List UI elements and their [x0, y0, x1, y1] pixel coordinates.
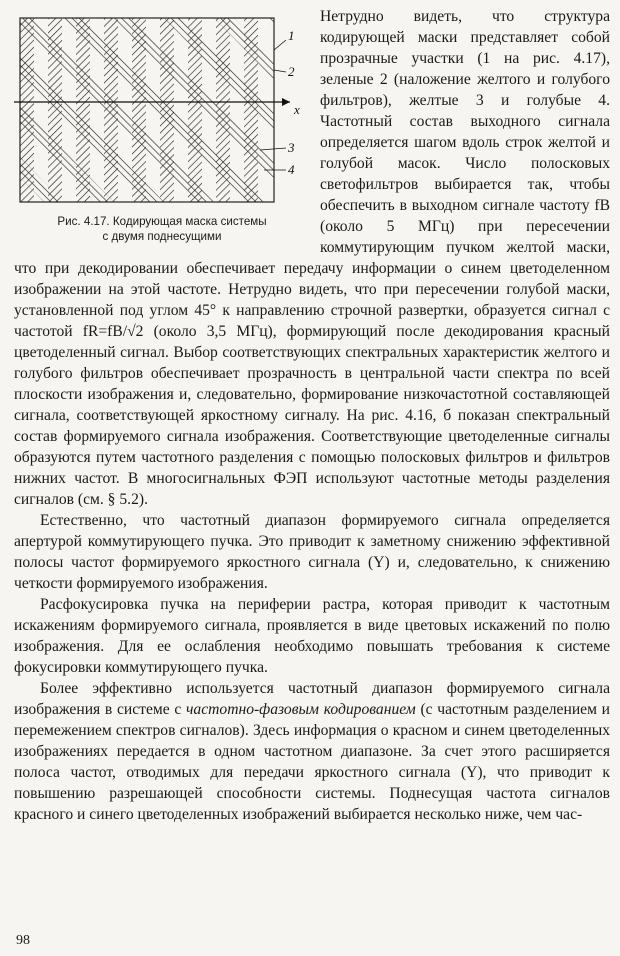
- paragraph-4: [14, 678, 610, 825]
- label-4: 4: [288, 162, 295, 177]
- label-x: x: [294, 102, 300, 117]
- coding-mask-diagram: [14, 10, 310, 210]
- label-3: 3: [288, 140, 295, 155]
- page-number: 98: [16, 933, 30, 948]
- page-content: [14, 6, 610, 825]
- paragraph-2: Естественно, что частотный диапазон формируемого сигнала определяется апертурой коммутирующего пучка. Это приводит к заметному снижению эффективной полосы частот формируемого яркостного сигнала (Y) и, следовательно, к снижению четкости формируемого изображения.: [14, 512, 610, 592]
- caption-line-2: с двумя поднесущими: [102, 230, 222, 243]
- label-2: 2: [288, 64, 295, 79]
- caption-line-1: Рис. 4.17. Кодирующая маска системы: [57, 215, 267, 228]
- paragraph-1: Нетрудно видеть, что структура кодирующей маски представляет собой прозрачные участки (1 на рис. 4.17), зеленые 2 (наложение желтого и голубого фильтров), желтые 3 и голубые 4. Частотный состав выходного сигнала определяется шагом вдоль строк желтой и голубой масок. Число полосковых светофильтров выбирается так, чтобы обеспечить в выходном сигнале частоту fB (около 5 МГц) при пересечении коммутирующим пучком желтой маски, что при декодировании обеспечивает передачу информации о синем цветоделенном изображении на этой частоте. Нетрудно видеть, что при пересечении голубой маски, установленной под углом 45° к направлению строчной развертки, образуется сигнал с частотой fR=fB/√2 (около 3,5 МГц), формирующий после декодирования красный цветоделенный сигнал. Выбор соответствующих спектральных характеристик желтого и голубого фильтров обеспечивает прозрачность в центральной части спектра по всей плоскости изображения и, следовательно, формирование низкочастотной составляющей сигнала, соответствующей яркостному сигналу. На рис. 4.16, б показан спектральный состав формируемого сигнала изображения. Соответствующие цветоделенные сигналы образуются путем частотного разделения с помощью полосковых фильтров и фильтров нижних частот. В многосигнальных ФЭП используют частотные методы разделения сигналов (см. § 5.2).: [14, 8, 610, 508]
- figure-4-17: [14, 10, 310, 244]
- label-1: 1: [288, 28, 295, 43]
- paragraph-4-part-b: (с частотным разделением и перемежением спектров сигналов). Здесь информация о красном и синем цветоделенных изображениях передается в одном частотном диапазоне. За счет этого расширяется полоса частот, отводимых для передачи яркостного сигнала (Y), что приводит к повышению разрешающей способности системы. Поднесущая частота сигналов красного и синего цветоделенных изображений выбирается несколько ниже, чем час-: [14, 701, 610, 823]
- figure-caption: [14, 214, 310, 244]
- emphasis-term: частотно-фазовым кодированием: [185, 701, 416, 718]
- paragraph-4-part-a: Более эффективно используется частотный диапазон формируемого сигнала изображения в системе с: [14, 680, 610, 718]
- paragraph-3: Расфокусировка пучка на периферии растра, которая приводит к частотным искажениям формируемого сигнала, проявляется в виде цветовых искажений по полю изображения. Для ее ослабления необходимо повышать требования к системе фокусировки коммутирующего пучка.: [14, 596, 610, 676]
